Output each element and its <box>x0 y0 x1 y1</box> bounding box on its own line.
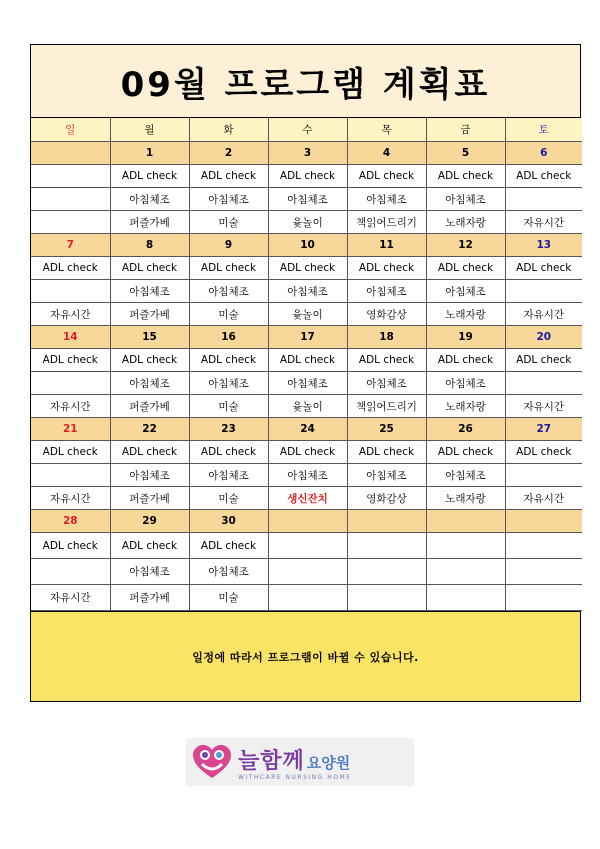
activity-row <box>31 585 582 611</box>
activity-cell: 미술 <box>189 487 268 510</box>
activity-cell: 아침체조 <box>268 280 347 303</box>
activity-cell: 퍼즐가베 <box>110 211 189 234</box>
date-cell: 13 <box>505 234 582 257</box>
activity-row <box>31 487 582 510</box>
weekday-header-cell: 수 <box>268 118 347 142</box>
activity-cell <box>268 585 347 611</box>
date-cell: 20 <box>505 326 582 349</box>
activity-cell: 자유시간 <box>505 303 582 326</box>
date-cell: 27 <box>505 418 582 441</box>
activity-cell: ADL check <box>31 533 110 559</box>
activity-cell: 아침체조 <box>189 464 268 487</box>
date-cell: 26 <box>426 418 505 441</box>
activity-cell: 윷놀이 <box>268 395 347 418</box>
activity-row <box>31 165 582 188</box>
date-cell: 5 <box>426 142 505 165</box>
weekday-header-cell: 월 <box>110 118 189 142</box>
weekday-header-cell: 토 <box>505 118 582 142</box>
date-cell: 1 <box>110 142 189 165</box>
activity-cell <box>31 165 110 188</box>
weekday-header-cell: 금 <box>426 118 505 142</box>
activity-cell: ADL check <box>31 349 110 372</box>
activity-cell <box>426 559 505 585</box>
activity-cell: 아침체조 <box>189 188 268 211</box>
activity-cell <box>268 559 347 585</box>
activity-cell: 아침체조 <box>426 188 505 211</box>
activity-cell: 퍼즐가베 <box>110 395 189 418</box>
date-cell: 22 <box>110 418 189 441</box>
date-cell: 24 <box>268 418 347 441</box>
activity-cell: 윷놀이 <box>268 303 347 326</box>
date-cell: 11 <box>347 234 426 257</box>
date-cell <box>347 510 426 533</box>
title-box <box>31 45 580 118</box>
activity-cell: 자유시간 <box>505 487 582 510</box>
date-cell: 2 <box>189 142 268 165</box>
activity-cell: ADL check <box>110 533 189 559</box>
activity-cell: 아침체조 <box>110 372 189 395</box>
activity-cell: ADL check <box>505 349 582 372</box>
activity-cell: 아침체조 <box>110 188 189 211</box>
date-cell: 14 <box>31 326 110 349</box>
logo-type: 요양원 <box>306 753 351 772</box>
activity-cell: 미술 <box>189 395 268 418</box>
activity-cell: ADL check <box>268 349 347 372</box>
activity-cell: 아침체조 <box>110 280 189 303</box>
activity-cell: 아침체조 <box>426 372 505 395</box>
date-cell <box>268 510 347 533</box>
activity-cell <box>505 464 582 487</box>
page-title: 09월 프로그램 계획표 <box>120 64 491 105</box>
activity-cell <box>268 533 347 559</box>
activity-cell: 미술 <box>189 585 268 611</box>
date-row <box>31 418 582 441</box>
activity-cell: 퍼즐가베 <box>110 487 189 510</box>
activity-cell: 퍼즐가베 <box>110 303 189 326</box>
activity-cell: ADL check <box>189 257 268 280</box>
date-cell: 25 <box>347 418 426 441</box>
activity-cell: 책읽어드리기 <box>347 211 426 234</box>
activity-cell: 아침체조 <box>189 559 268 585</box>
activity-cell: 아침체조 <box>110 464 189 487</box>
activity-cell: 노래자랑 <box>426 211 505 234</box>
activity-cell: ADL check <box>347 441 426 464</box>
activity-cell: ADL check <box>505 165 582 188</box>
logo <box>186 738 414 786</box>
activity-cell <box>505 280 582 303</box>
activity-cell: ADL check <box>31 441 110 464</box>
activity-row <box>31 559 582 585</box>
activity-cell <box>31 280 110 303</box>
activity-cell: 책읽어드리기 <box>347 395 426 418</box>
weekday-header-cell: 목 <box>347 118 426 142</box>
logo-text <box>238 744 351 781</box>
activity-cell: 자유시간 <box>505 395 582 418</box>
schedule-sheet <box>30 44 581 702</box>
activity-cell <box>505 585 582 611</box>
date-row <box>31 234 582 257</box>
date-row <box>31 326 582 349</box>
activity-cell: 노래자랑 <box>426 487 505 510</box>
activity-row <box>31 395 582 418</box>
date-cell: 8 <box>110 234 189 257</box>
activity-cell: ADL check <box>426 165 505 188</box>
date-cell: 4 <box>347 142 426 165</box>
activity-cell: 자유시간 <box>31 303 110 326</box>
activity-cell: 아침체조 <box>268 372 347 395</box>
logo-name: 늘함께 <box>238 748 305 774</box>
activity-cell <box>505 559 582 585</box>
weekday-header-row <box>31 118 582 142</box>
activity-cell: 아침체조 <box>347 280 426 303</box>
activity-cell: 아침체조 <box>268 464 347 487</box>
date-row <box>31 510 582 533</box>
activity-cell <box>347 533 426 559</box>
activity-cell: ADL check <box>189 441 268 464</box>
date-cell: 16 <box>189 326 268 349</box>
date-cell: 29 <box>110 510 189 533</box>
activity-cell: 자유시간 <box>31 487 110 510</box>
date-cell: 21 <box>31 418 110 441</box>
date-cell: 7 <box>31 234 110 257</box>
activity-cell: 노래자랑 <box>426 395 505 418</box>
activity-cell: 아침체조 <box>189 372 268 395</box>
activity-cell: 자유시간 <box>505 211 582 234</box>
activity-cell: 아침체조 <box>189 280 268 303</box>
activity-cell: ADL check <box>110 257 189 280</box>
activity-cell <box>505 533 582 559</box>
activity-cell: ADL check <box>347 349 426 372</box>
activity-cell: ADL check <box>110 165 189 188</box>
activity-row <box>31 533 582 559</box>
date-cell: 23 <box>189 418 268 441</box>
activity-row <box>31 464 582 487</box>
activity-cell <box>31 372 110 395</box>
date-cell: 3 <box>268 142 347 165</box>
activity-cell <box>31 211 110 234</box>
activity-cell: 아침체조 <box>426 464 505 487</box>
activity-cell <box>31 559 110 585</box>
weekday-header-cell: 일 <box>31 118 110 142</box>
activity-cell: 아침체조 <box>268 188 347 211</box>
activity-row <box>31 257 582 280</box>
logo-subtitle: WITHCARE NURSING HOME <box>238 773 352 781</box>
activity-cell: 미술 <box>189 303 268 326</box>
notice-text: 일정에 따라서 프로그램이 바뀔 수 있습니다. <box>192 650 419 664</box>
weekday-header-cell: 화 <box>189 118 268 142</box>
activity-cell <box>505 188 582 211</box>
activity-cell: 자유시간 <box>31 585 110 611</box>
notice-box <box>31 611 580 701</box>
activity-cell: 아침체조 <box>110 559 189 585</box>
date-cell <box>426 510 505 533</box>
activity-cell: ADL check <box>505 441 582 464</box>
activity-cell: ADL check <box>189 349 268 372</box>
date-cell: 9 <box>189 234 268 257</box>
activity-row <box>31 303 582 326</box>
activity-cell: ADL check <box>268 165 347 188</box>
date-cell: 30 <box>189 510 268 533</box>
activity-cell: ADL check <box>31 257 110 280</box>
date-cell: 28 <box>31 510 110 533</box>
activity-cell: ADL check <box>347 165 426 188</box>
heart-people-logo-icon <box>190 742 234 782</box>
date-cell: 18 <box>347 326 426 349</box>
date-cell <box>505 510 582 533</box>
activity-cell: ADL check <box>426 349 505 372</box>
date-cell: 17 <box>268 326 347 349</box>
activity-cell: 미술 <box>189 211 268 234</box>
activity-cell: ADL check <box>189 533 268 559</box>
activity-cell: ADL check <box>268 441 347 464</box>
activity-cell: 아침체조 <box>347 188 426 211</box>
activity-row <box>31 441 582 464</box>
activity-row <box>31 280 582 303</box>
activity-cell: 영화감상 <box>347 303 426 326</box>
activity-cell <box>31 464 110 487</box>
activity-cell: 아침체조 <box>347 372 426 395</box>
activity-cell <box>347 559 426 585</box>
activity-cell: 퍼즐가베 <box>110 585 189 611</box>
activity-row <box>31 349 582 372</box>
date-cell: 10 <box>268 234 347 257</box>
activity-cell: 윷놀이 <box>268 211 347 234</box>
activity-cell: ADL check <box>426 257 505 280</box>
date-cell: 12 <box>426 234 505 257</box>
date-cell <box>31 142 110 165</box>
activity-cell: 노래자랑 <box>426 303 505 326</box>
activity-cell <box>426 533 505 559</box>
calendar-table <box>31 118 582 611</box>
special-event-cell: 생신잔치 <box>268 487 347 510</box>
activity-cell: 아침체조 <box>426 280 505 303</box>
activity-cell: ADL check <box>347 257 426 280</box>
activity-cell: ADL check <box>189 165 268 188</box>
date-cell: 19 <box>426 326 505 349</box>
activity-row <box>31 211 582 234</box>
activity-cell <box>347 585 426 611</box>
activity-cell: ADL check <box>426 441 505 464</box>
activity-cell: ADL check <box>110 349 189 372</box>
activity-row <box>31 188 582 211</box>
activity-cell <box>505 372 582 395</box>
date-cell: 6 <box>505 142 582 165</box>
activity-cell: ADL check <box>505 257 582 280</box>
activity-cell: 아침체조 <box>347 464 426 487</box>
activity-cell: 영화감상 <box>347 487 426 510</box>
activity-cell: ADL check <box>110 441 189 464</box>
activity-cell: ADL check <box>268 257 347 280</box>
date-row <box>31 142 582 165</box>
activity-cell <box>31 188 110 211</box>
activity-cell <box>426 585 505 611</box>
date-cell: 15 <box>110 326 189 349</box>
activity-cell: 자유시간 <box>31 395 110 418</box>
activity-row <box>31 372 582 395</box>
